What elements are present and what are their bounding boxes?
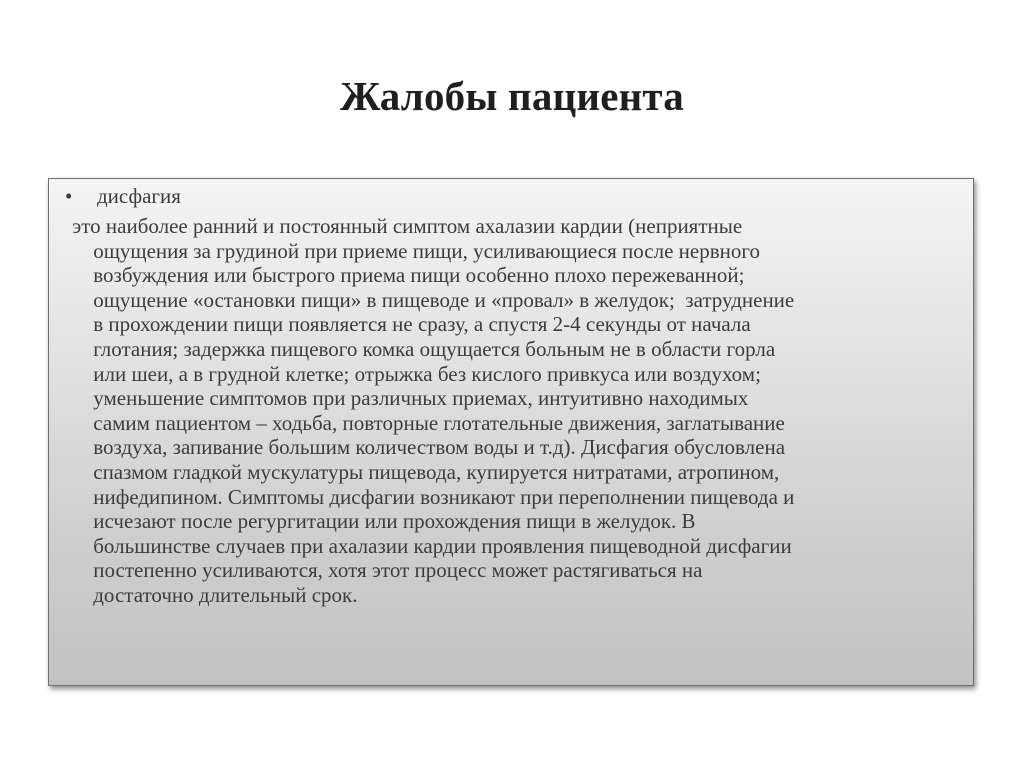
bullet-marker: • <box>65 184 73 208</box>
body-line: спазмом гладкой мускулатуры пищевода, купируется нитратами, атропином, <box>67 459 780 484</box>
body-line: воздуха, запивание большим количеством воды и т.д). Дисфагия обусловлена <box>67 435 786 460</box>
body-line: уменьшение симптомов при различных приемах, интуитивно находимых <box>67 386 749 411</box>
body-line: глотания; задержка пищевого комка ощущается больным не в области горла <box>67 336 776 361</box>
body-line: постепенно усиливаются, хотя этот процесс может растягиваться на <box>67 558 703 583</box>
body-line: исчезают после регургитации или прохождения пищи в желудок. В <box>67 509 696 534</box>
body-line: это наиболее ранний и постоянный симптом ахалазии кардии (неприятные <box>67 214 743 238</box>
body-line: ощущения за грудиной при приеме пищи, усиливающиеся после нервного <box>67 238 760 263</box>
body-line: достаточно длительный срок. <box>67 582 358 607</box>
content-box <box>48 178 974 686</box>
body-line: ощущение «остановки пищи» в пищеводе и «провал» в желудок; затруднение <box>67 287 795 312</box>
body-line: большинстве случаев при ахалазии кардии проявления пищеводной дисфагии <box>67 533 792 558</box>
bullet-item <box>61 183 181 209</box>
bullet-heading: дисфагия <box>97 184 181 208</box>
body-line: самим пациентом – ходьба, повторные глотательные движения, заглатывание <box>67 410 785 435</box>
body-line: или шеи, а в грудной клетке; отрыжка без кислого привкуса или воздухом; <box>67 361 761 386</box>
body-line: возбуждения или быстрого приема пищи особенно плохо пережеванной; <box>67 263 745 288</box>
body-paragraph <box>67 214 967 608</box>
body-line: в прохождении пищи появляется не сразу, а спустя 2-4 секунды от начала <box>67 312 751 337</box>
slide-title: Жалобы пациента <box>340 73 684 119</box>
body-line: нифедипином. Симптомы дисфагии возникают при переполнении пищевода и <box>67 484 795 509</box>
